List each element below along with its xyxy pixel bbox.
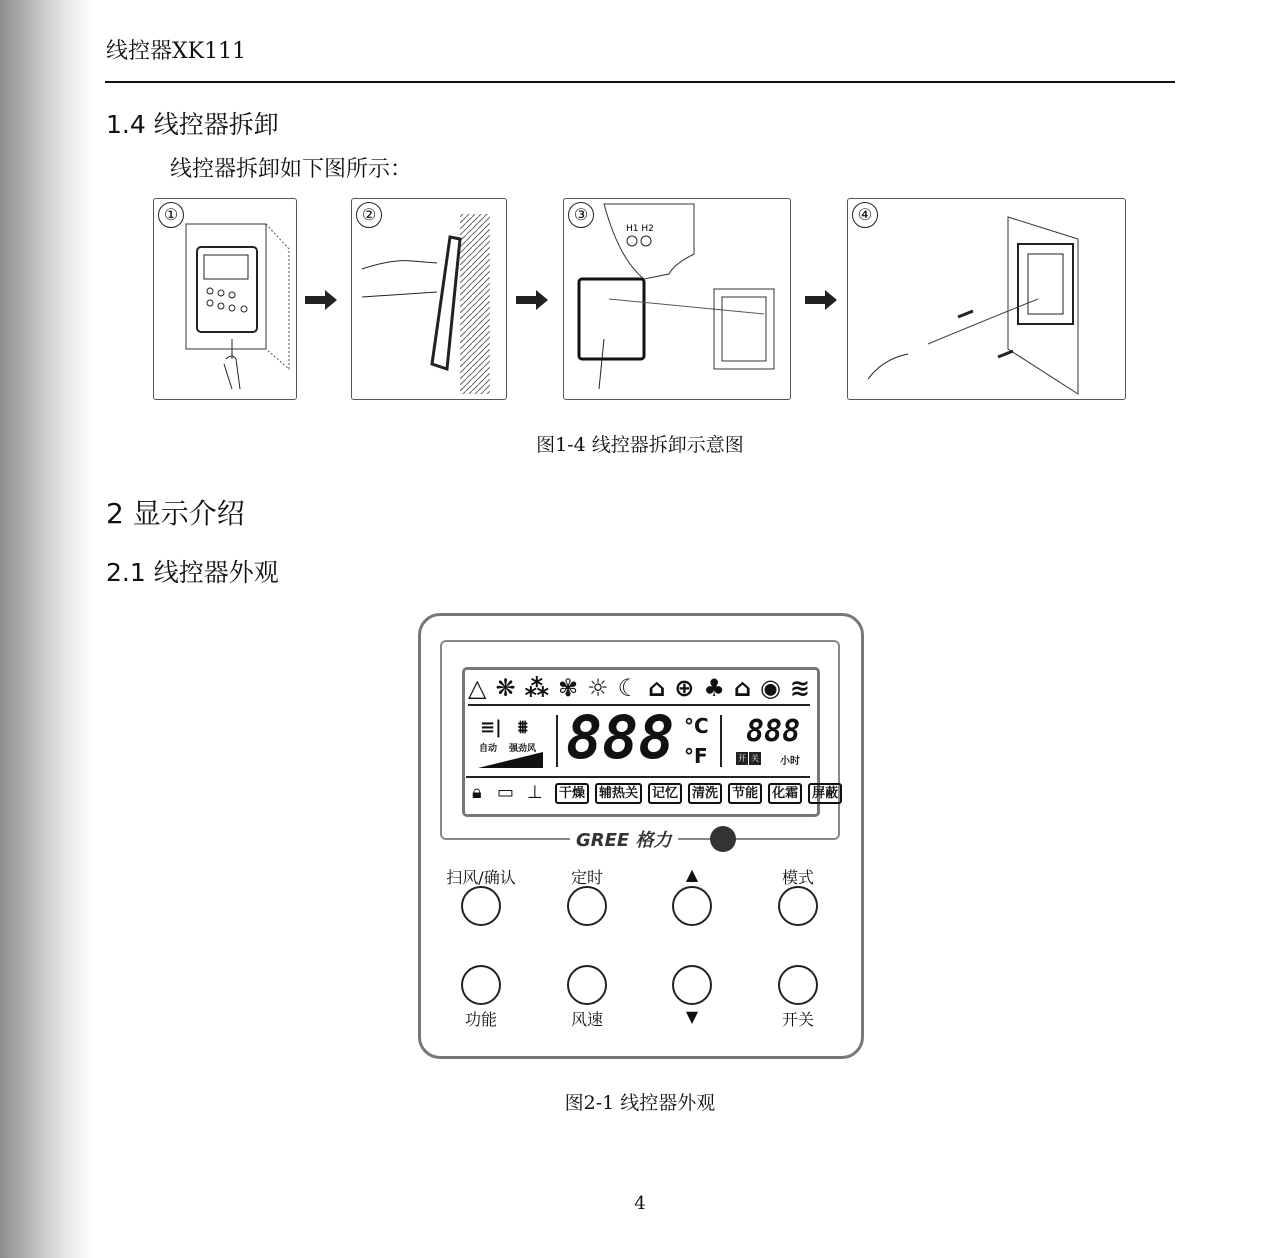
timer-day-badges xyxy=(736,752,761,765)
hour-label: 小时 xyxy=(780,756,800,767)
header-rule xyxy=(105,81,1175,83)
step-number: ② xyxy=(356,202,382,228)
label-timer: 定时 xyxy=(570,868,603,887)
fresh-air-icon: ♣ xyxy=(703,674,725,702)
section-heading-2-1: 2.1 线控器外观 xyxy=(106,558,279,587)
lcd-mode-icons xyxy=(468,674,810,706)
step-number: ③ xyxy=(568,202,594,228)
lcd-divider xyxy=(466,776,810,778)
arrow-right-icon xyxy=(516,290,548,310)
tag-dry: 干燥 xyxy=(555,783,589,804)
temperature-readout: 888 xyxy=(566,703,675,773)
label-down: ▼ xyxy=(685,1007,699,1026)
home-icon: ⌂ xyxy=(733,674,751,702)
tag-memory: 记忆 xyxy=(648,783,682,804)
up-button[interactable] xyxy=(672,886,712,926)
figure-step-2 xyxy=(351,198,507,400)
section-heading-2: 2 显示介绍 xyxy=(106,497,245,530)
heat-icon: ☼ xyxy=(587,674,609,702)
figure-step-3 xyxy=(563,198,791,400)
tag-shield: 屏蔽 xyxy=(808,783,842,804)
figure-caption: 图2-1 线控器外观 xyxy=(564,1092,716,1114)
swing-icon: ≡| xyxy=(480,717,502,738)
sleep-icon: ☾ xyxy=(617,674,640,702)
arrow-right-icon xyxy=(805,290,837,310)
louver-icon: ⩩ xyxy=(518,717,528,738)
tag-clean: 清洗 xyxy=(688,783,722,804)
dry-icon: ⁂ xyxy=(524,674,550,702)
figure-step-4 xyxy=(847,198,1126,400)
page-edge-shadow xyxy=(0,0,95,1258)
filter-icon: ⊥ xyxy=(527,782,543,803)
down-button[interactable] xyxy=(672,965,712,1005)
tag-energy-save: 节能 xyxy=(728,783,762,804)
step-2-illustration xyxy=(352,199,506,399)
label-swing-confirm: 扫风/确认 xyxy=(446,868,516,887)
label-function: 功能 xyxy=(464,1010,497,1029)
page-number: 4 xyxy=(634,1193,646,1214)
function-button[interactable] xyxy=(461,965,501,1005)
section-heading-1-4: 1.4 线控器拆卸 xyxy=(106,110,279,139)
fan-strong-label: 强劲风 xyxy=(509,744,537,754)
sensor-icon: ◉ xyxy=(759,674,781,702)
tag-defrost: 化霜 xyxy=(768,783,802,804)
figure-caption: 图1-4 线控器拆卸示意图 xyxy=(536,434,744,456)
label-power: 开关 xyxy=(781,1010,814,1029)
function-tags xyxy=(555,783,842,804)
fan-icon: ✾ xyxy=(558,674,579,702)
figure-step-1 xyxy=(153,198,297,400)
timer-on-badge: 开 xyxy=(738,754,746,763)
lock-icon: 🔒︎ xyxy=(472,782,482,803)
label-mode: 模式 xyxy=(781,868,814,887)
timer-off-badge: 关 xyxy=(751,754,759,763)
section-text: 线控器拆卸如下图所示： xyxy=(170,157,413,182)
label-fan-speed: 风速 xyxy=(570,1010,603,1029)
fan-speed-button[interactable] xyxy=(567,965,607,1005)
gree-logo: GREE 格力 xyxy=(570,826,678,852)
fahrenheit-unit: °F xyxy=(684,744,708,768)
power-button[interactable] xyxy=(778,965,818,1005)
step-4-illustration xyxy=(848,199,1125,399)
lcd-divider xyxy=(720,715,722,767)
card-icon: ▭ xyxy=(497,782,515,803)
sensor-grille xyxy=(710,826,736,852)
health-icon: ⊕ xyxy=(674,674,695,702)
step-number: ④ xyxy=(852,202,878,228)
terminal-label: H1 H2 xyxy=(626,224,654,234)
timer-button[interactable] xyxy=(567,886,607,926)
mode-button[interactable] xyxy=(778,886,818,926)
step-3-illustration xyxy=(564,199,790,399)
celsius-unit: °C xyxy=(684,714,709,738)
lcd-divider xyxy=(556,715,558,767)
tag-aux-heat-off: 辅热关 xyxy=(595,783,642,804)
step-1-illustration xyxy=(154,199,296,399)
arrow-right-icon xyxy=(305,290,337,310)
fan-speed-bar xyxy=(478,752,543,768)
step-number: ① xyxy=(158,202,184,228)
fan-auto-label: 自动 xyxy=(479,744,498,754)
swing-confirm-button[interactable] xyxy=(461,886,501,926)
wifi-icon: ≋ xyxy=(789,674,810,702)
away-icon: ⌂ xyxy=(648,674,666,702)
running-header: 线控器XK111 xyxy=(106,39,247,64)
timer-readout: 888 xyxy=(746,714,801,749)
auto-icon: △ xyxy=(468,674,487,702)
cool-icon: ❋ xyxy=(495,674,516,702)
label-up: ▲ xyxy=(685,865,699,884)
